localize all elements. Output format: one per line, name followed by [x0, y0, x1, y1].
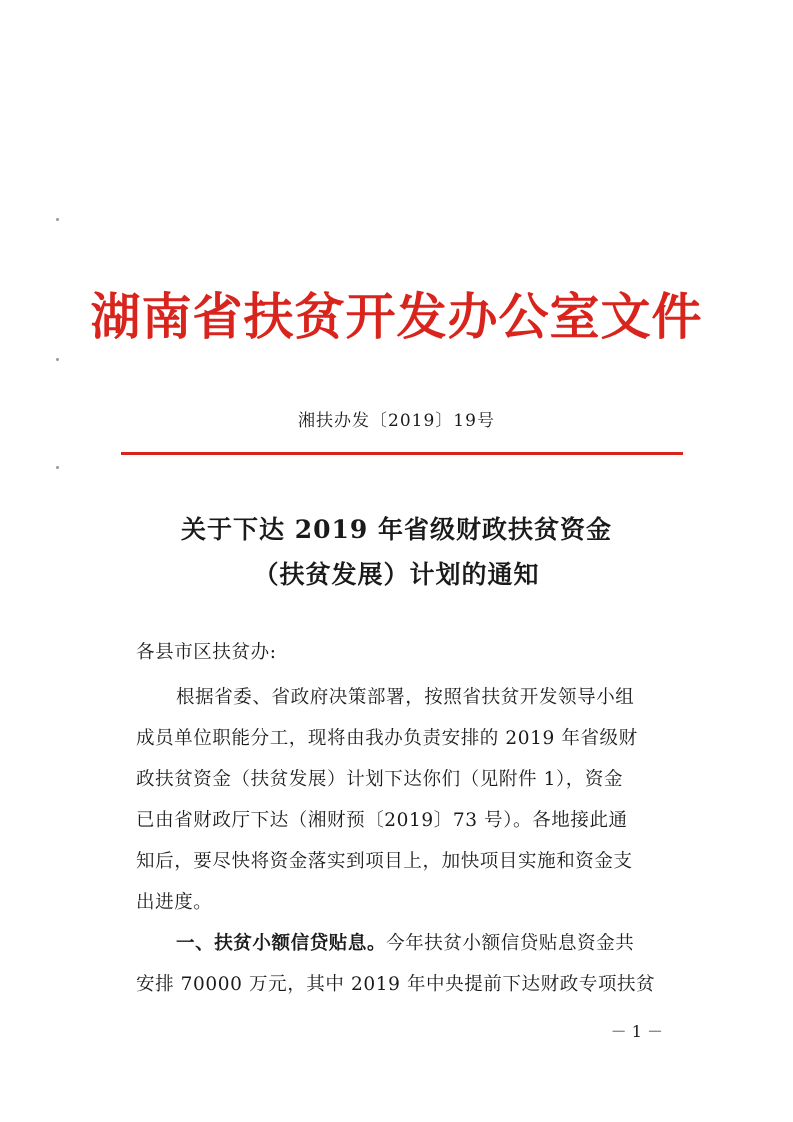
- paragraph-line: 安排 70000 万元，其中 2019 年中央提前下达财政专项扶贫: [136, 974, 656, 995]
- paragraph-line: 出进度。: [136, 892, 213, 913]
- page-number: － 1 －: [610, 1022, 663, 1041]
- scan-mark: [56, 218, 59, 221]
- section-1-first-line: [176, 930, 634, 958]
- scan-mark: [56, 466, 59, 469]
- salutation: 各县市区扶贫办:: [136, 642, 277, 663]
- section-1-text: 今年扶贫小额信贷贴息资金共: [386, 933, 635, 954]
- document-number: 湘扶办发〔2019〕19号: [298, 411, 495, 431]
- paragraph-line: 成员单位职能分工，现将由我办负责安排的 2019 年省级财: [136, 728, 638, 749]
- paragraph-line: 知后，要尽快将资金落实到项目上，加快项目实施和资金支: [136, 851, 633, 872]
- paragraph-line: 根据省委、省政府决策部署，按照省扶贫开发领导小组: [176, 687, 635, 708]
- notice-title-line-2: （扶贫发展）计划的通知: [253, 560, 540, 589]
- issuing-office-header: 湖南省扶贫开发办公室文件: [90, 288, 703, 346]
- red-separator-rule: [121, 452, 683, 455]
- notice-title-line-1: 关于下达 2019 年省级财政扶贫资金: [181, 515, 612, 544]
- section-1-heading: 一、扶贫小额信贷贴息。: [176, 933, 387, 954]
- paragraph-line: 政扶贫资金（扶贫发展）计划下达你们（见附件 1），资金: [136, 769, 624, 790]
- scan-mark: [56, 358, 59, 361]
- paragraph-line: 已由省财政厅下达（湘财预〔2019〕73 号）。各地接此通: [136, 810, 628, 831]
